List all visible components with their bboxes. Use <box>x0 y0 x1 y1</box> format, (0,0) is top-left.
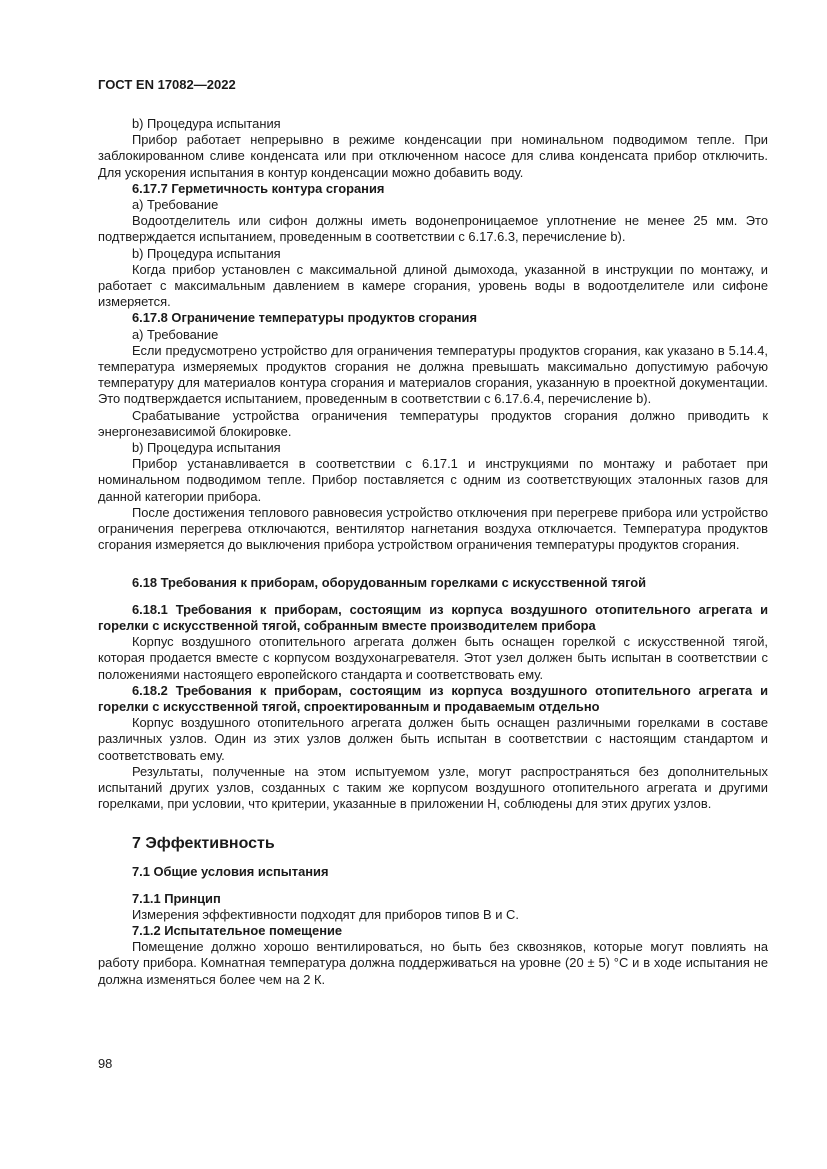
paragraph: Корпус воздушного отопительного агрегата должен быть оснащен горелкой с искусственной тягой, которая продается вместе с корпусом воздухонагревателя. Этот узел должен быть испытан в соответствии с положениями настоящего европейского стандарта и соответствовать ему. <box>98 634 768 682</box>
paragraph: b) Процедура испытания <box>132 116 281 131</box>
paragraph: Помещение должно хорошо вентилироваться, но быть без сквозняков, которые могут повлиять на работу прибора. Комнатная температура должна поддерживаться на уровне (20 ± 5) °С и в ходе испытания не должна изменяться более чем на 2 К. <box>98 939 768 987</box>
paragraph: Измерения эффективности подходят для приборов типов B и C. <box>132 906 519 922</box>
paragraph: Водоотделитель или сифон должны иметь водонепроницаемое уплотнение не менее 25 мм. Это подтверждается испытанием, проведенным в соответствии с 6.17.6.3, перечисление b). <box>98 213 768 245</box>
paragraph: После достижения теплового равновесия устройство отключения при перегреве прибора или устройство ограничения перегрева отключаются, вентилятор нагнетания воздуха отключается. Температура продуктов сгорания измеряется до выключения прибора устройством ограничения температуры продуктов сгорания. <box>98 504 768 553</box>
paragraph: Если предусмотрено устройство для ограничения температуры продуктов сгорания, как указано в 5.14.4, температура измеряемых продуктов сгорания не должна превышать максимально допустимую рабочую температуру для материалов контура сгорания и материалов сгорания, указанную в проектной документации. Это подтверждается испытанием, проведенным в соответствии с 6.17.6.4, перечисление b). <box>98 342 768 407</box>
section-heading: 7.1.1 Принцип <box>132 890 221 906</box>
paragraph: b) Процедура испытания <box>132 440 281 456</box>
section-heading: 7.1 Общие условия испытания <box>132 864 329 880</box>
document-body <box>98 116 768 988</box>
paragraph: Прибор устанавливается в соответствии с 6.17.1 и инструкциями по монтажу и работает при номинальном подводимом тепле. Прибор поставляется с одним из соответствующих эталонных газов для данной категории прибора. <box>98 456 768 504</box>
paragraph: a) Требование <box>132 197 219 213</box>
section-heading: 6.18 Требования к приборам, оборудованным горелками с искусственной тягой <box>132 575 647 591</box>
paragraph: Когда прибор установлен с максимальной длиной дымохода, указанной в инструкции по монтажу, и работает с максимальным давлением в камере сгорания, уровень воды в водоотделителе или сифоне измеряется. <box>98 261 768 310</box>
paragraph: Прибор работает непрерывно в режиме конденсации при номинальном подводимом тепле. При заблокированном сливе конденсата или при отключенном насосе для слива конденсата прибор отключить. Для ускорения испытания в контур конденсации можно добавить воду. <box>98 132 768 180</box>
section-heading: 6.18.2 Требования к приборам, состоящим из корпуса воздушного отопительного агрегата и горелки с искусственной тягой, спроектированным и продаваемым отдельно <box>98 682 768 714</box>
section-heading: 6.17.8 Ограничение температуры продуктов сгорания <box>132 310 477 326</box>
page-number: 98 <box>98 1056 113 1071</box>
paragraph: Корпус воздушного отопительного агрегата должен быть оснащен различными горелками в составе различных узлов. Один из этих узлов должен быть испытан в соответствии с настоящим стандартом и соответствовать ему. <box>98 715 768 763</box>
paragraph: a) Требование <box>132 326 219 342</box>
paragraph: Срабатывание устройства ограничения температуры продуктов сгорания должно приводить к энергонезависимой блокировке. <box>98 407 768 439</box>
page-header: ГОСТ EN 17082—2022 <box>98 77 236 92</box>
section-heading: 7.1.2 Испытательное помещение <box>132 922 343 938</box>
chapter-heading: 7 Эффективность <box>132 835 275 853</box>
paragraph: b) Процедура испытания <box>132 245 281 261</box>
paragraph: Результаты, полученные на этом испытуемом узле, могут распространяться без дополнительных испытаний других узлов, созданных с таким же корпусом воздушного отопительного агрегата и другими горелками, при условии, что критерии, указанные в приложении H, соблюдены для этих других узлов. <box>98 763 768 812</box>
section-heading: 6.17.7 Герметичность контура сгорания <box>132 180 385 196</box>
section-heading: 6.18.1 Требования к приборам, состоящим из корпуса воздушного отопительного агрегата и горелки с искусственной тягой, собранным вместе производителем прибора <box>98 601 768 633</box>
